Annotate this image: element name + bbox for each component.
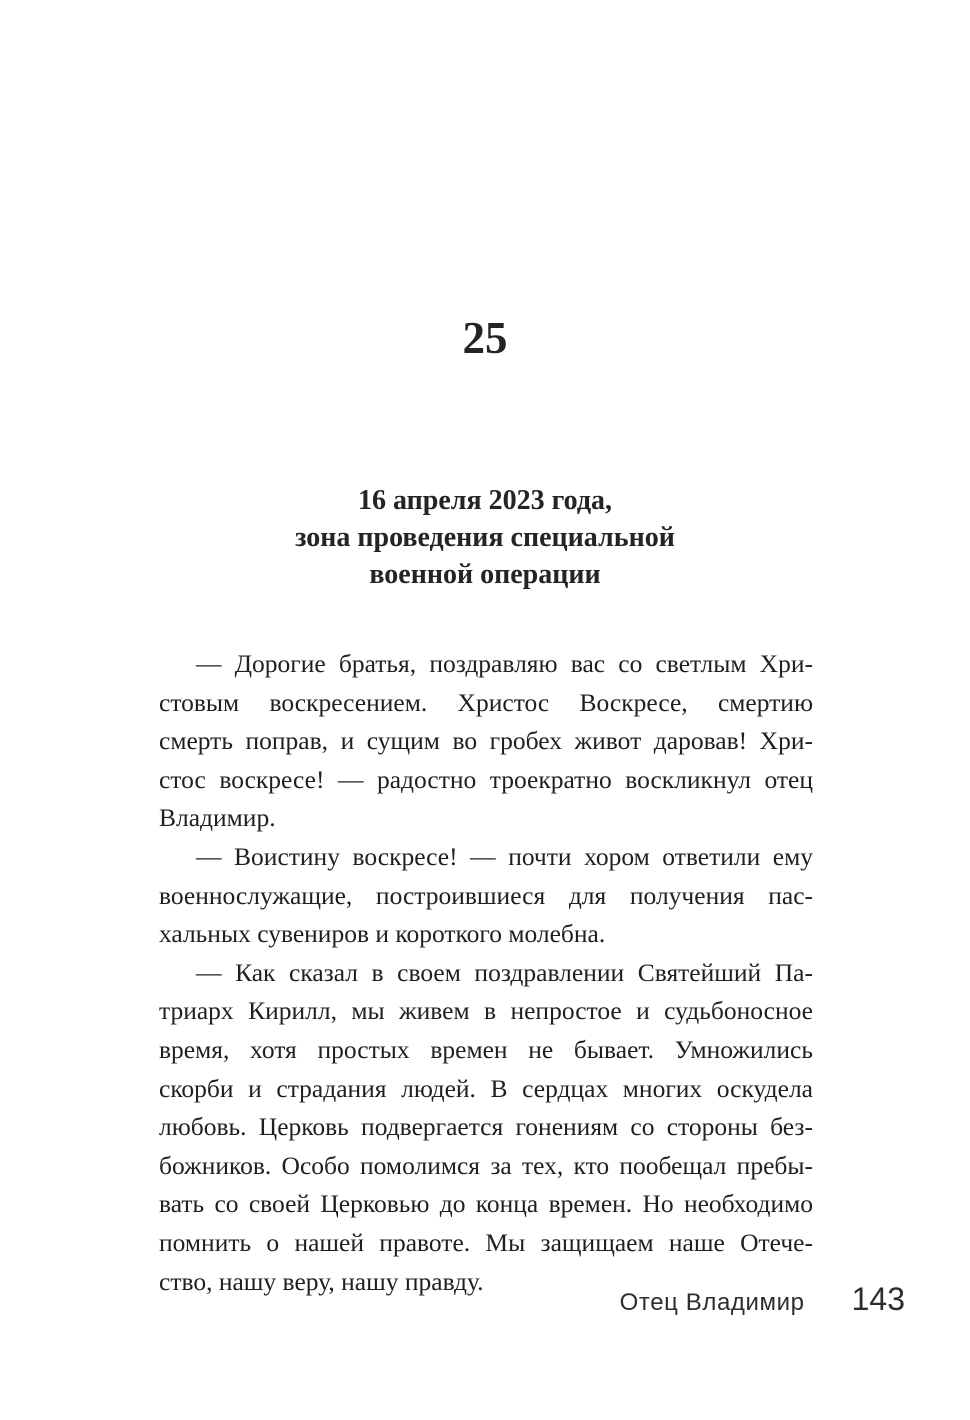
chapter-number: 25: [462, 313, 508, 363]
running-title: Отец Владимир: [619, 1289, 805, 1316]
heading-line: 16 апреля 2023 года,: [358, 485, 612, 516]
paragraph: [159, 645, 813, 838]
text-line: стовым воскресением. Христос Воскресе, смертию: [159, 687, 813, 717]
page-number: 143: [851, 1281, 905, 1317]
text-line: скорби и страдания людей. В сердцах многих оскудела: [159, 1073, 813, 1103]
text-line: — Как сказал в своем поздравлении Святейший Па-: [196, 957, 813, 987]
text-line: время, хотя простых времен не бывает. Умножились: [159, 1034, 813, 1064]
text-line: любовь. Церковь подвергается гонениям со стороны без-: [159, 1112, 813, 1142]
text-line: — Дорогие братья, поздравляю вас со светлым Хри-: [196, 649, 813, 678]
text-line: Владимир.: [159, 803, 276, 833]
text-line: вать со своей Церковью до конца времен. Но необходимо: [159, 1189, 813, 1219]
text-line: стос воскресе! — радостно троекратно воскликнул отец: [159, 764, 813, 794]
paragraph: [159, 954, 813, 1301]
heading-line: военной операции: [369, 559, 601, 590]
text-line: смерть поправ, и сущим во гробех живот даровав! Хри-: [159, 726, 813, 756]
text-line: триарх Кирилл, мы живем в непростое и судьбоносное: [159, 996, 813, 1026]
text-line: хальных сувениров и короткого молебна.: [159, 919, 606, 949]
section-heading: [0, 482, 970, 593]
text-line: — Воистину воскресе! — почти хором ответили ему: [196, 841, 813, 871]
heading-line: зона проведения специальной: [295, 522, 675, 553]
page-footer: [620, 1281, 905, 1318]
text-line: помнить о нашей правоте. Мы защищаем наше Отече-: [159, 1227, 813, 1257]
text-line: военнослужащие, построившиеся для получения пас-: [159, 880, 813, 910]
paragraph: [159, 838, 813, 954]
body-text: [159, 645, 813, 1301]
text-line: ство, нашу веру, нашу правду.: [159, 1266, 484, 1296]
text-line: божников. Особо помолимся за тех, кто пообещал пребы-: [159, 1150, 813, 1180]
